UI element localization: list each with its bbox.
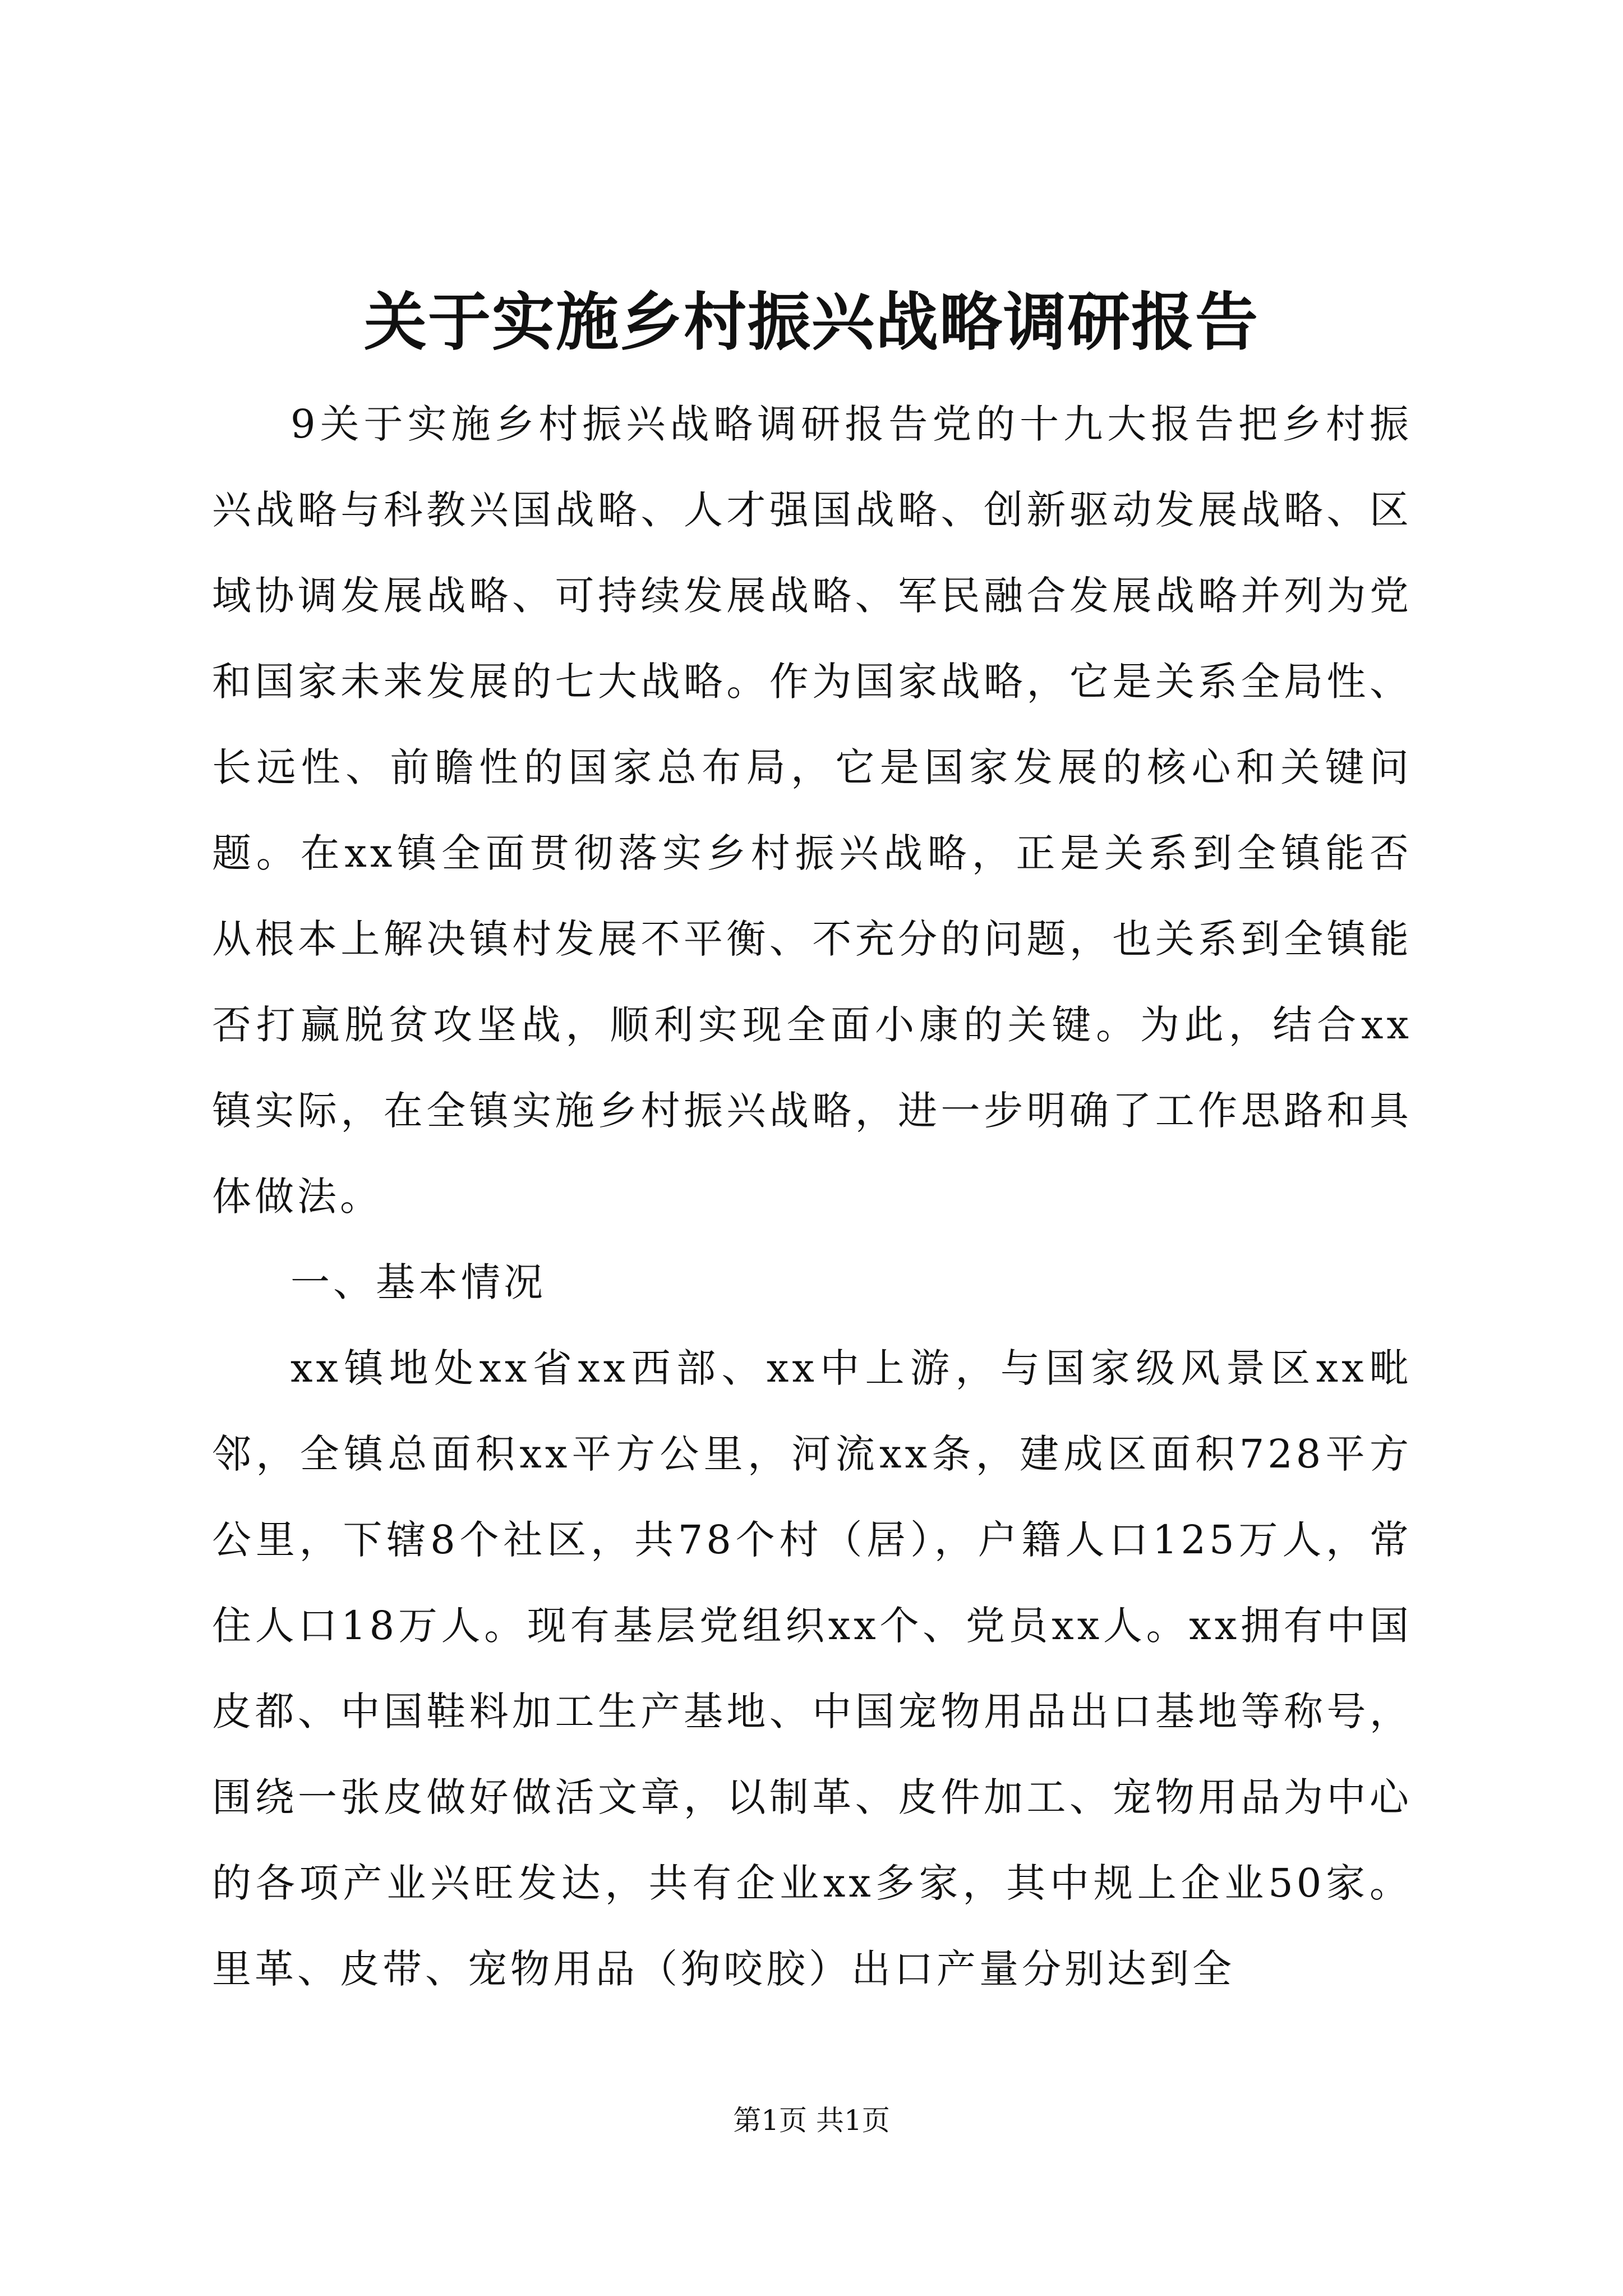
paragraph-basic-situation: xx镇地处xx省xx西部、xx中上游，与国家级风景区xx毗邻，全镇总面积xx平方公里，河流xx条，建成区面积728平方公里，下辖8个社区，共78个村（居），户籍人口125万人，常住人口18万人。现有基层党组织xx个、党员xx人。xx拥有中国皮都、中国鞋料加工生产基地、中国宠物用品出口基地等称号，围绕一张皮做好做活文章，以制革、皮件加工、宠物用品为中心的各项产业兴旺发达，共有企业xx多家，其中规上企业50家。里革、皮带、宠物用品（狗咬胶）出口产量分别达到全 [212, 1345, 1412, 1992]
document-body [212, 381, 1412, 2012]
page-footer: 第1页 共1页 [733, 2104, 890, 2137]
section-heading-basic-situation: 一、基本情况 [291, 1259, 546, 1305]
paragraph-intro: 9关于实施乡村振兴战略调研报告党的十九大报告把乡村振兴战略与科教兴国战略、人才强国战略、创新驱动发展战略、区域协调发展战略、可持续发展战略、军民融合发展战略并列为党和国家未来发展的七大战略。作为国家战略，它是关系全局性、长远性、前瞻性的国家总布局，它是国家发展的核心和关键问题。在xx镇全面贯彻落实乡村振兴战略，正是关系到全镇能否从根本上解决镇村发展不平衡、不充分的问题，也关系到全镇能否打赢脱贫攻坚战，顺利实现全面小康的关键。为此，结合xx镇实际，在全镇实施乡村振兴战略，进一步明确了工作思路和具体做法。 [212, 401, 1412, 1220]
document-title: 关于实施乡村振兴战略调研报告 [364, 286, 1259, 359]
